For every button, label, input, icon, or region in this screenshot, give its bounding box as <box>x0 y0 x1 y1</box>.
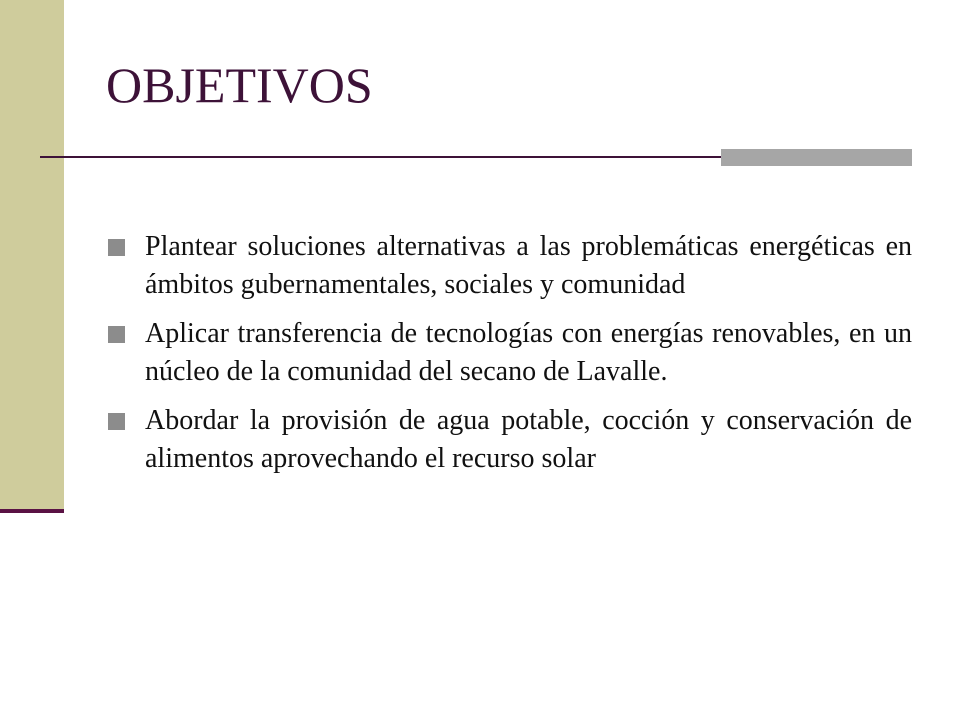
square-bullet-icon <box>108 326 125 343</box>
objectives-list <box>108 228 912 489</box>
left-band-accent-line <box>0 509 64 513</box>
square-bullet-icon <box>108 413 125 430</box>
list-item <box>108 315 912 391</box>
square-bullet-icon <box>108 239 125 256</box>
slide-title: OBJETIVOS <box>106 57 373 113</box>
bullet-text: Abordar la provisión de agua potable, cocción y conservación de alimentos aprovechando el recurso solar <box>145 405 912 475</box>
left-decorative-band <box>0 0 64 512</box>
bullet-text: Aplicar transferencia de tecnologías con energías renovables, en un núcleo de la comunidad del secano de Lavalle. <box>145 318 912 388</box>
list-item <box>108 228 912 304</box>
bullet-text: Plantear soluciones alternativas a las problemáticas energéticas en ámbitos gubernamentales, sociales y comunidad <box>145 231 912 301</box>
list-item <box>108 402 912 478</box>
title-underline-accent-bar <box>721 149 912 166</box>
